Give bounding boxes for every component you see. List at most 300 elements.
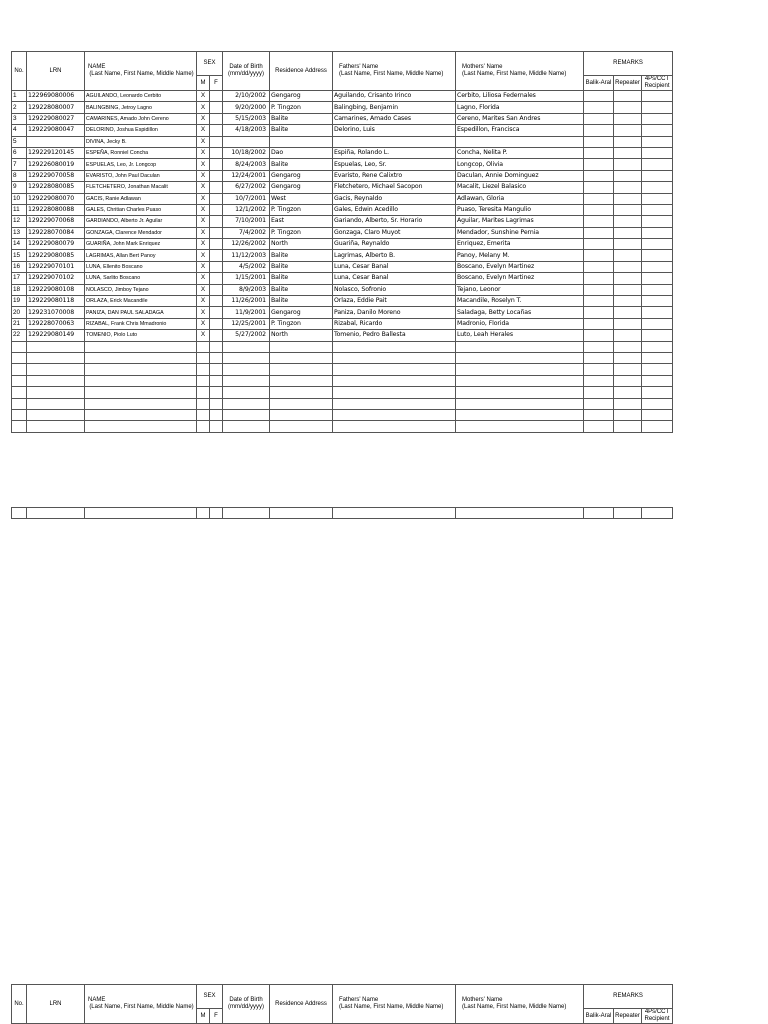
cell-no: 11 [12, 204, 27, 215]
cell-sex-f [210, 136, 223, 147]
cell-no: 21 [12, 318, 27, 329]
cell-dob: 4/5/2002 [223, 261, 270, 272]
cell-mother [456, 136, 584, 147]
cell-balik-aral [584, 307, 614, 318]
cell-no: 8 [12, 170, 27, 181]
cell-sex-m: X [197, 182, 210, 193]
cell-dob: 12/25/2001 [223, 318, 270, 329]
header-dob [223, 985, 270, 1024]
cell-address: Balite [270, 250, 333, 261]
cell-repeater [614, 193, 642, 204]
cell-address: Balite [270, 261, 333, 272]
cell-lrn: 129228080085 [27, 182, 85, 193]
blank-row [12, 352, 673, 363]
cell-dob: 7/4/2002 [223, 227, 270, 238]
cell-repeater [614, 125, 642, 136]
cell-lrn: 129229070102 [27, 273, 85, 284]
cell-mother: Cereno, Marites San Andres [456, 113, 584, 124]
cell-balik-aral [584, 102, 614, 113]
cell-no: 4 [12, 125, 27, 136]
cell-lrn: 129229080085 [27, 250, 85, 261]
cell-mother: Concha, Nelita P. [456, 147, 584, 158]
cell-no: 9 [12, 182, 27, 193]
header-repeater: Repeater [614, 1009, 642, 1024]
header-remarks: REMARKS [584, 985, 673, 1009]
header-father-title: Fathers' Name [339, 64, 379, 70]
header-cct: 4Ps/CCT Recipient [642, 76, 673, 91]
cell-sex-f [210, 250, 223, 261]
header-name-title: NAME [88, 64, 106, 70]
cell-dob: 12/1/2002 [223, 204, 270, 215]
header-lrn: LRN [27, 52, 85, 91]
cell-dob: 10/7/2001 [223, 193, 270, 204]
cell-sex-f [210, 261, 223, 272]
cell-balik-aral [584, 159, 614, 170]
cell-no: 20 [12, 307, 27, 318]
cell-name: PANIZA, DAN PAUL SALADAGA [85, 307, 197, 318]
cell-lrn: 129229080070 [27, 193, 85, 204]
cell-balik-aral [584, 273, 614, 284]
cell-no: 15 [12, 250, 27, 261]
cell-mother: Espedillon, Francisca [456, 125, 584, 136]
table-row [12, 307, 673, 318]
cell-dob [223, 136, 270, 147]
cell-mother: Puaso, Teresita Mangulio [456, 204, 584, 215]
cell-balik-aral [584, 216, 614, 227]
table-row [12, 182, 673, 193]
cell-father: Gonzaga, Claro Muyot [333, 227, 456, 238]
cell-cct [642, 227, 673, 238]
cell-sex-f [210, 204, 223, 215]
cell-repeater [614, 307, 642, 318]
cell-sex-m: X [197, 216, 210, 227]
header-father [333, 985, 456, 1024]
cell-lrn: 129228080007 [27, 102, 85, 113]
cell-sex-m: X [197, 227, 210, 238]
header-sex-f: F [210, 76, 223, 91]
table-row [12, 136, 673, 147]
header-father-sub: (Last Name, First Name, Middle Name) [339, 1004, 444, 1010]
header-dob-sub: (mm/dd/yyyy) [228, 71, 264, 77]
cell-name: GONZAGA, Clarence Mendador [85, 227, 197, 238]
cell-balik-aral [584, 136, 614, 147]
cell-father [333, 136, 456, 147]
cell-address: Balite [270, 284, 333, 295]
cell-father: Guariña, Reynaldo [333, 239, 456, 250]
cell-lrn: 129229070068 [27, 216, 85, 227]
cell-cct [642, 159, 673, 170]
header-mother-sub: (Last Name, First Name, Middle Name) [462, 71, 567, 77]
cell-balik-aral [584, 239, 614, 250]
summary-row-table [11, 507, 673, 519]
table-row [12, 330, 673, 341]
header-sex-m: M [197, 1009, 210, 1024]
cell-sex-f [210, 307, 223, 318]
cell-mother: Luto, Leah Herales [456, 330, 584, 341]
cell-address: North [270, 239, 333, 250]
cell-address: Balite [270, 125, 333, 136]
header-mother [456, 52, 584, 91]
table-row [12, 147, 673, 158]
cell-dob: 5/27/2002 [223, 330, 270, 341]
table-row [12, 193, 673, 204]
cell-lrn [27, 136, 85, 147]
table-row [12, 91, 673, 102]
cell-cct [642, 318, 673, 329]
cell-address: Gengarog [270, 307, 333, 318]
cell-sex-m: X [197, 170, 210, 181]
header-no: No. [12, 985, 27, 1024]
cell-repeater [614, 227, 642, 238]
cell-repeater [614, 273, 642, 284]
cell-lrn: 129229080079 [27, 239, 85, 250]
cell-father: Delorino, Luis [333, 125, 456, 136]
cell-cct [642, 193, 673, 204]
cell-sex-m: X [197, 296, 210, 307]
cell-lrn: 129231070008 [27, 307, 85, 318]
cell-repeater [614, 170, 642, 181]
cell-address: P. Tingzon [270, 227, 333, 238]
cell-sex-f [210, 239, 223, 250]
cell-balik-aral [584, 125, 614, 136]
cell-sex-m: X [197, 250, 210, 261]
cell-repeater [614, 147, 642, 158]
table-row [12, 284, 673, 295]
cell-mother: Longcop, Olivia [456, 159, 584, 170]
cell-balik-aral [584, 296, 614, 307]
cell-repeater [614, 136, 642, 147]
cell-dob: 8/9/2003 [223, 284, 270, 295]
header-remarks: REMARKS [584, 52, 673, 76]
cell-no: 5 [12, 136, 27, 147]
cell-mother: Saladaga, Betty Locañas [456, 307, 584, 318]
cell-mother: Mendador, Sunshine Pernia [456, 227, 584, 238]
cell-balik-aral [584, 284, 614, 295]
cell-name: DELORINO, Joshua Espidillon [85, 125, 197, 136]
header-balik-aral: Balik-Aral [584, 1009, 614, 1024]
header-mother [456, 985, 584, 1024]
cell-lrn: 129228070063 [27, 318, 85, 329]
cell-sex-f [210, 102, 223, 113]
cell-address: East [270, 216, 333, 227]
table-row [12, 250, 673, 261]
cell-mother: Macandile, Roselyn T. [456, 296, 584, 307]
header-name-sub: (Last Name, First Name, Middle Name) [89, 71, 194, 77]
cell-repeater [614, 113, 642, 124]
cell-repeater [614, 204, 642, 215]
cell-sex-m: X [197, 318, 210, 329]
cell-no: 10 [12, 193, 27, 204]
cell-sex-m: X [197, 239, 210, 250]
cell-balik-aral [584, 170, 614, 181]
cell-repeater [614, 296, 642, 307]
cell-cct [642, 261, 673, 272]
header-father [333, 52, 456, 91]
header-repeater: Repeater [614, 76, 642, 91]
cell-sex-m: X [197, 113, 210, 124]
cell-sex-m: X [197, 330, 210, 341]
table-row [12, 261, 673, 272]
cell-sex-f [210, 284, 223, 295]
cell-address: Gengarog [270, 182, 333, 193]
cell-lrn: 129228070084 [27, 227, 85, 238]
cell-address: Balite [270, 273, 333, 284]
cell-dob: 1/15/2001 [223, 273, 270, 284]
cell-name: AGUILANDO, Leonardo Cerbito [85, 91, 197, 102]
cell-dob: 6/27/2002 [223, 182, 270, 193]
cell-address: Balite [270, 159, 333, 170]
cell-cct [642, 136, 673, 147]
cell-cct [642, 147, 673, 158]
header-residence: Residence Address [270, 52, 333, 91]
cell-no: 3 [12, 113, 27, 124]
cell-name: CAMARINES, Amado John Cereno [85, 113, 197, 124]
cell-address: North [270, 330, 333, 341]
table-row [12, 296, 673, 307]
cell-no: 22 [12, 330, 27, 341]
header-mother-sub: (Last Name, First Name, Middle Name) [462, 1004, 567, 1010]
cell-mother: Aguilar, Marites Lagrimas [456, 216, 584, 227]
cell-name: LAGRIMAS, Allan Bert Panoy [85, 250, 197, 261]
cell-sex-m: X [197, 193, 210, 204]
cell-lrn: 129229120145 [27, 147, 85, 158]
header-dob-sub: (mm/dd/yyyy) [228, 1004, 264, 1010]
cell-father: Espuelas, Leo, Sr. [333, 159, 456, 170]
cell-cct [642, 182, 673, 193]
cell-cct [642, 330, 673, 341]
cell-no: 1 [12, 91, 27, 102]
cell-no: 6 [12, 147, 27, 158]
table-row [12, 227, 673, 238]
cell-address: Gengarog [270, 170, 333, 181]
cell-sex-m: X [197, 102, 210, 113]
cell-sex-f [210, 147, 223, 158]
table-row [12, 216, 673, 227]
cell-address [270, 136, 333, 147]
cell-sex-m: X [197, 136, 210, 147]
cell-name: RIZABAL, Frank Chris Mmadronio [85, 318, 197, 329]
cell-balik-aral [584, 250, 614, 261]
cell-sex-m: X [197, 284, 210, 295]
cell-cct [642, 216, 673, 227]
cell-dob: 7/10/2001 [223, 216, 270, 227]
cell-no: 13 [12, 227, 27, 238]
cell-repeater [614, 91, 642, 102]
blank-row [12, 364, 673, 375]
cell-dob: 9/20/2000 [223, 102, 270, 113]
cell-dob: 12/24/2001 [223, 170, 270, 181]
table-row [12, 318, 673, 329]
cell-balik-aral [584, 147, 614, 158]
cell-balik-aral [584, 193, 614, 204]
cell-sex-m: X [197, 273, 210, 284]
cell-sex-m: X [197, 261, 210, 272]
cell-mother: Madronio, Florida [456, 318, 584, 329]
cell-father: Gales, Edwin Acedillo [333, 204, 456, 215]
cell-no: 2 [12, 102, 27, 113]
cell-sex-f [210, 91, 223, 102]
cell-cct [642, 204, 673, 215]
header-lrn: LRN [27, 985, 85, 1024]
cell-lrn: 129229080027 [27, 113, 85, 124]
cell-name: ESPEÑA, Ronniel Concha [85, 147, 197, 158]
cell-repeater [614, 159, 642, 170]
cell-father: Nolasco, Sofronio [333, 284, 456, 295]
cell-sex-f [210, 182, 223, 193]
cell-repeater [614, 250, 642, 261]
cell-name: LUNA, Sarlito Boscano [85, 273, 197, 284]
cell-sex-f [210, 193, 223, 204]
cell-dob: 8/24/2003 [223, 159, 270, 170]
header-sex: SEX [197, 52, 223, 76]
cell-repeater [614, 261, 642, 272]
cell-no: 18 [12, 284, 27, 295]
cell-cct [642, 239, 673, 250]
cell-cct [642, 125, 673, 136]
header-cct: 4Ps/CCT Recipient [642, 1009, 673, 1024]
cell-mother: Lagno, Florida [456, 102, 584, 113]
cell-repeater [614, 318, 642, 329]
blank-row [12, 398, 673, 409]
cell-mother: Boscano, Evelyn Martinez [456, 261, 584, 272]
cell-lrn: 122969080006 [27, 91, 85, 102]
header-name-title: NAME [88, 997, 106, 1003]
cell-dob: 11/12/2003 [223, 250, 270, 261]
cell-address: Balite [270, 113, 333, 124]
cell-sex-f [210, 113, 223, 124]
cell-no: 7 [12, 159, 27, 170]
cell-name: GALES, Chritian Charles Puaso [85, 204, 197, 215]
cell-name: LUNA, Ellenito Boscano [85, 261, 197, 272]
cell-mother: Boscano, Evelyn Martinez [456, 273, 584, 284]
cell-repeater [614, 102, 642, 113]
header-mother-title: Mothers' Name [462, 64, 503, 70]
cell-lrn: 129229080108 [27, 284, 85, 295]
cell-name: TOMENIO, Piolo Luto [85, 330, 197, 341]
cell-sex-f [210, 159, 223, 170]
cell-cct [642, 113, 673, 124]
cell-no: 12 [12, 216, 27, 227]
header-father-sub: (Last Name, First Name, Middle Name) [339, 71, 444, 77]
cell-repeater [614, 216, 642, 227]
cell-father: Gacis, Reynaldo [333, 193, 456, 204]
cell-address: Dao [270, 147, 333, 158]
cell-cct [642, 296, 673, 307]
cell-name: GARDIANDO, Alberto Jr. Aguilar [85, 216, 197, 227]
blank-row [12, 387, 673, 398]
cell-sex-m: X [197, 159, 210, 170]
cell-balik-aral [584, 227, 614, 238]
cell-lrn: 129229080047 [27, 125, 85, 136]
cell-name: FLETCHETERO, Jonathan Macalit [85, 182, 197, 193]
summary-row [12, 508, 673, 519]
cell-father: Aguilando, Crisanto Irinco [333, 91, 456, 102]
cell-balik-aral [584, 261, 614, 272]
cell-address: P. Tingzon [270, 204, 333, 215]
cell-no: 19 [12, 296, 27, 307]
cell-mother: Macalit, Liezel Balasico [456, 182, 584, 193]
header-sex: SEX [197, 985, 223, 1009]
cell-dob: 12/26/2002 [223, 239, 270, 250]
cell-name: NOLASCO, Jimboy Tejano [85, 284, 197, 295]
cell-no: 16 [12, 261, 27, 272]
cell-sex-f [210, 216, 223, 227]
blank-row [12, 375, 673, 386]
cell-repeater [614, 182, 642, 193]
cell-mother: Daculan, Annie Dominguez [456, 170, 584, 181]
next-page-header-table [11, 984, 673, 1024]
cell-sex-f [210, 273, 223, 284]
header-dob-title: Date of Birth [229, 64, 263, 70]
header-name [85, 985, 197, 1024]
cell-cct [642, 102, 673, 113]
cell-balik-aral [584, 318, 614, 329]
table-row [12, 125, 673, 136]
cell-mother: Panoy, Melany M. [456, 250, 584, 261]
cell-sex-f [210, 318, 223, 329]
cell-dob: 5/15/2003 [223, 113, 270, 124]
table-header [12, 52, 673, 91]
cell-name: EVARISTO, John Paul Daculan [85, 170, 197, 181]
table-row [12, 113, 673, 124]
cell-mother: Tejano, Leonor [456, 284, 584, 295]
cell-lrn: 129229080118 [27, 296, 85, 307]
cell-cct [642, 284, 673, 295]
cell-balik-aral [584, 91, 614, 102]
cell-name: GACIS, Ranie Adlawan [85, 193, 197, 204]
cell-name: ESPUELAS, Leo, Jr. Longcop [85, 159, 197, 170]
cell-lrn: 129229080149 [27, 330, 85, 341]
cell-name: GUARIÑA, John Mark Enriquez [85, 239, 197, 250]
table-row [12, 102, 673, 113]
cell-father: Fletchetero, Michael Sacopon [333, 182, 456, 193]
cell-father: Tomenio, Pedro Ballesta [333, 330, 456, 341]
cell-dob: 10/18/2002 [223, 147, 270, 158]
cell-dob: 4/18/2003 [223, 125, 270, 136]
cell-sex-m: X [197, 204, 210, 215]
cell-sex-m: X [197, 91, 210, 102]
header-balik-aral: Balik-Aral [584, 76, 614, 91]
cell-lrn: 129226080019 [27, 159, 85, 170]
header-sex-f: F [210, 1009, 223, 1024]
table-row [12, 170, 673, 181]
header-sex-m: M [197, 76, 210, 91]
cell-father: Balingbing, Benjamin [333, 102, 456, 113]
cell-sex-m: X [197, 307, 210, 318]
table-header [12, 985, 673, 1024]
cell-no: 14 [12, 239, 27, 250]
cell-dob: 11/26/2001 [223, 296, 270, 307]
cell-address: Balite [270, 296, 333, 307]
cell-cct [642, 170, 673, 181]
cell-sex-m: X [197, 125, 210, 136]
cell-dob: 11/9/2001 [223, 307, 270, 318]
table-row [12, 204, 673, 215]
cell-sex-f [210, 330, 223, 341]
cell-lrn: 129228080088 [27, 204, 85, 215]
cell-mother: Cerbito, Liliosa Federnales [456, 91, 584, 102]
cell-father: Paniza, Danilo Moreno [333, 307, 456, 318]
cell-cct [642, 273, 673, 284]
cell-sex-f [210, 125, 223, 136]
cell-name: ORLAZA, Erick Macandile [85, 296, 197, 307]
header-dob-title: Date of Birth [229, 997, 263, 1003]
header-dob [223, 52, 270, 91]
cell-address: P. Tingzon [270, 102, 333, 113]
cell-name: BALINGBING, Jetroy Lagno [85, 102, 197, 113]
cell-cct [642, 91, 673, 102]
table-row [12, 273, 673, 284]
